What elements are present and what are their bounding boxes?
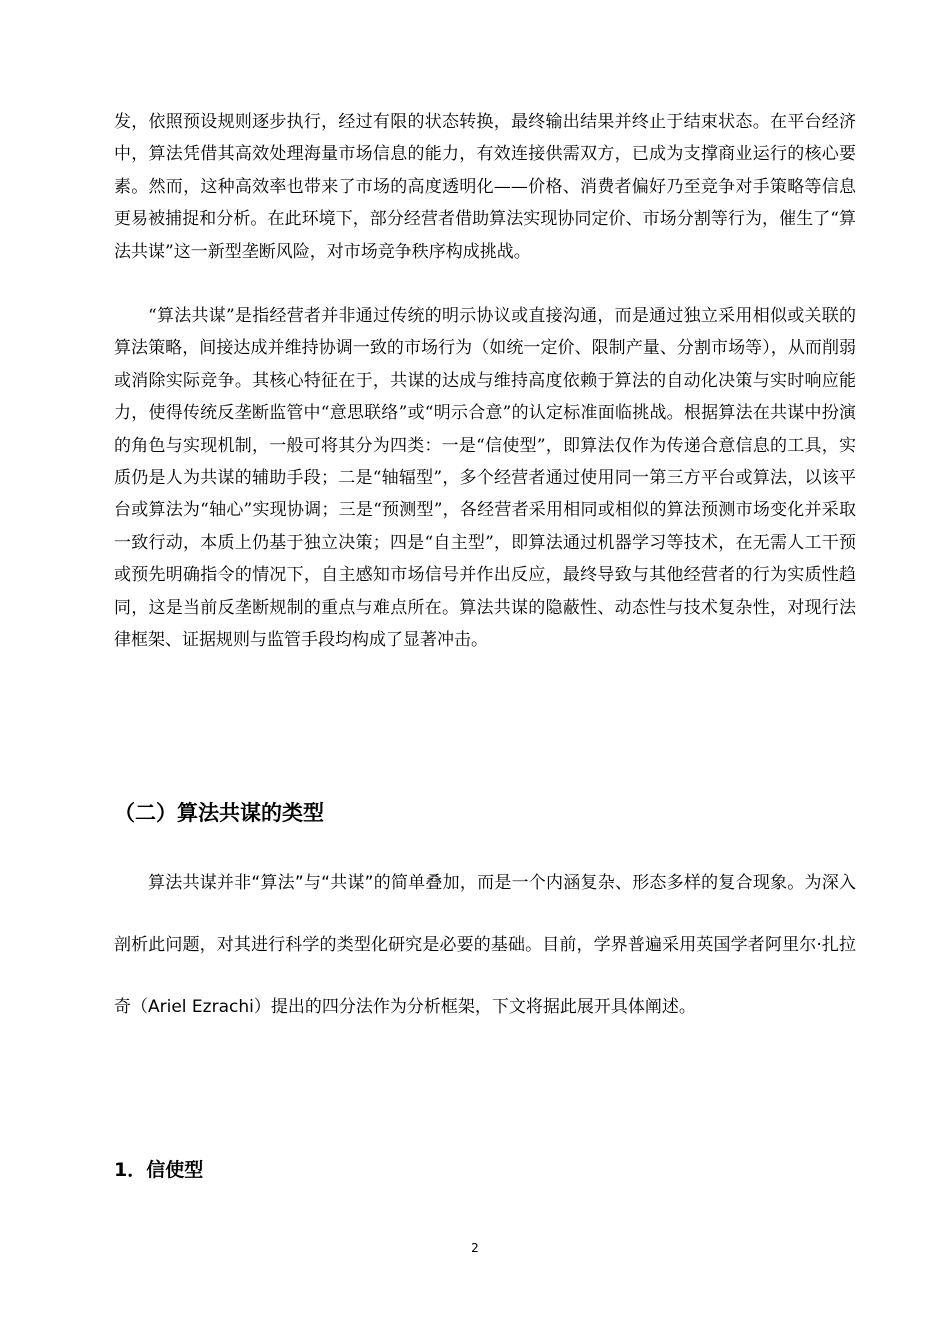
subsection-heading: 1．信使型 <box>114 1159 204 1181</box>
body-paragraph: 发，依照预设规则逐步执行，经过有限的状态转换，最终输出结果并终止于结束状态。在平台经济中，算法凭借其高效处理海量市场信息的能力，有效连接供需双方，已成为支撑商业运行的核心要素。然而，这种高效率也带来了市场的高度透明化——价格、消费者偏好乃至竞争对手策略等信息更易被捕捉和分析。在此环境下，部分经营者借助算法实现协同定价、市场分割等行为，催生了“算法共谋”这一新型垄断风险，对市场竞争秩序构成挑战。 <box>114 112 856 262</box>
page-number: 2 <box>471 1241 479 1255</box>
section-heading: （二）算法共谋的类型 <box>114 801 324 825</box>
body-paragraph: “算法共谋”是指经营者并非通过传统的明示协议或直接沟通，而是通过独立采用相似或关联的算法策略，间接达成并维持协调一致的市场行为（如统一定价、限制产量、分割市场等），从而削弱或消除实际竞争。其核心特征在于，共谋的达成与维持高度依赖于算法的自动化决策与实时响应能力，使得传统反垄断监管中“意思联络”或“明示合意”的认定标准面临挑战。根据算法在共谋中扮演的角色与实现机制，一般可将其分为四类：一是“信使型”，即算法仅作为传递合意信息的工具，实质仍是人为共谋的辅助手段；二是“轴辐型”，多个经营者通过使用同一第三方平台或算法，以该平台或算法为“轴心”实现协调；三是“预测型”，各经营者采用相同或相似的算法预测市场变化并采取一致行动，本质上仍基于独立决策；四是“自主型”，即算法通过机器学习等技术，在无需人工干预或预先明确指令的情况下，自主感知市场信号并作出反应，最终导致与其他经营者的行为实质性趋同，这是当前反垄断规制的重点与难点所在。算法共谋的隐蔽性、动态性与技术复杂性，对现行法律框架、证据规则与监管手段均构成了显著冲击。 <box>114 306 856 651</box>
body-paragraph: 算法共谋并非“算法”与“共谋”的简单叠加，而是一个内涵复杂、形态多样的复合现象。为深入剖析此问题，对其进行科学的类型化研究是必要的基础。目前，学界普遍采用英国学者阿里尔·扎拉奇（Ariel Ezrachi）提出的四分法作为分析框架，下文将据此展开具体阐述。 <box>114 873 856 1017</box>
